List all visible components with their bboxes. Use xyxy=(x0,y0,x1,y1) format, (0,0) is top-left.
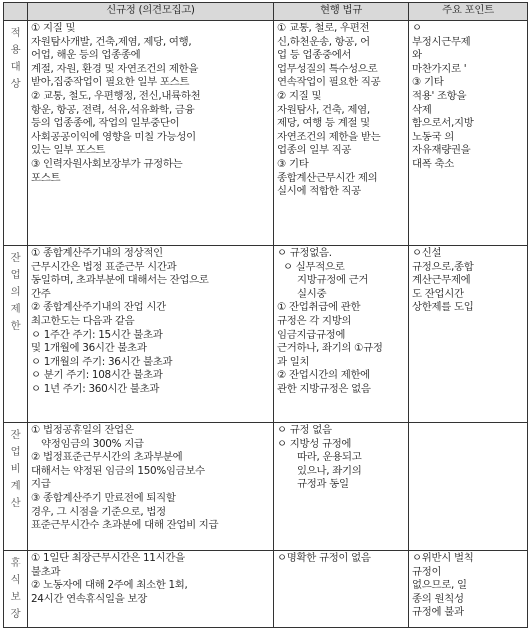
category-rest-guarantee: 휴 식 보 장 xyxy=(4,551,28,628)
category-overtime-pay: 잔 업 비 계 산 xyxy=(4,423,28,551)
table-row-overtime-pay xyxy=(4,423,528,551)
header-new-rule: 신규정 (의견모집고) xyxy=(28,3,274,21)
current-law-cell: ㅇ 규정 없음 ㅇ 지방성 규정에 따라, 운용되고 있으나, 좌기의 규정과 동일 xyxy=(274,423,409,551)
current-law-cell: ㅇ명확한 규정이 없음 xyxy=(274,551,409,628)
current-law-cell: ㅇ 규정없음. ㅇ 실무적으로 지방규정에 근거 실시중 ① 잔업취급에 관한 규정은 각 지방의 임금지급규정에 근거하나, 좌기의 ①규정 과 일치 ② 잔업시간의 제한에 관한 지방규정은 없음 xyxy=(274,246,409,423)
table-row-rest-guarantee xyxy=(4,551,528,628)
header-category xyxy=(4,3,28,21)
header-key-points: 주요 포인트 xyxy=(409,3,528,21)
header-row xyxy=(4,3,528,21)
table-row-scope xyxy=(4,21,528,246)
new-rule-cell: ① 종합계산주기내의 정상적인 근무시간은 법정 표준근무 시간과 동일하며, 초과부분에 대해서는 잔업으로 간주 ② 종합계산주기내의 잔업 시간 최고한도는 다음과 같음 ㅇ 1주간 주기: 15시간 불초과 및 1개월에 36시간 불초과 ㅇ 1개월의 주기: 36시간 불초과 ㅇ 분기 주기: 108시간 불초과 ㅇ 1년 주기: 360시간 불초과 xyxy=(28,246,274,423)
new-rule-cell: ① 1일단 최장근무시간은 11시간을 불초과 ② 노동자에 대해 2주에 최소한 1회, 24시간 연속휴식일을 보장 xyxy=(28,551,274,628)
header-current-law: 현행 법규 xyxy=(274,3,409,21)
comparison-table xyxy=(3,2,528,628)
key-points-cell: ㅇ위반시 벌칙 규정이 없으므로, 일 종의 원칙성 규정에 불과 xyxy=(409,551,528,628)
category-scope: 적 용 대 상 xyxy=(4,21,28,246)
table-row-overtime-limit xyxy=(4,246,528,423)
current-law-cell: ① 교통, 철로, 우편전 신,하천운송, 항공, 어 업 등 업종중에서 업무성질의 특수성으로 연속작업이 필요한 직공 ② 지질 및 자원탐사, 건축, 제염, 제당, 여행 등 계절 및 자연조건의 제한을 받는 업종의 일부 직공 ③ 기타 종합계산근무시간 제의 실시에 적합한 직공 xyxy=(274,21,409,246)
key-points-cell: ㅇ신설 규정으로,종합 계산근무제에 도 잔업시간 상한제를 도입 xyxy=(409,246,528,423)
new-rule-cell: ① 지질 및 자원탐사개발, 건축,제염, 제당, 여행, 어업, 해운 등의 업종종에 계절, 자원, 환경 및 자연조건의 제한을 받아,집중작업이 필요한 일부 포스트 ② 교통, 철도, 우편행정, 전신,내륙하천 항운, 항공, 전력, 석유,석유화학, 금융 등의 업종종에, 작업의 일부중단이 사회공공이익에 영향을 미칠 가능성이 있는 일부 포스트 ③ 인력자원사회보장부가 규정하는 포스트 xyxy=(28,21,274,246)
category-overtime-limit: 잔 업 의 제 한 xyxy=(4,246,28,423)
new-rule-cell: ① 법정공휴일의 잔업은 약정임금의 300% 지급 ② 법정표준근무시간의 초과부분에 대해서는 약정된 임금의 150%임금보수 지급 ③ 종합계산주기 만료전에 퇴직할 경우, 그 시점을 기준으로, 법정 표준근무시간수 초과분에 대해 잔업비 지급 xyxy=(28,423,274,551)
key-points-cell xyxy=(409,423,528,551)
key-points-cell: ㅇ 부정시근무제 와 마찬가지로 ' ③ 기타 적용' 조항을 삭제 함으로서,지방 노동국 의 자유재량권을 대폭 축소 xyxy=(409,21,528,246)
